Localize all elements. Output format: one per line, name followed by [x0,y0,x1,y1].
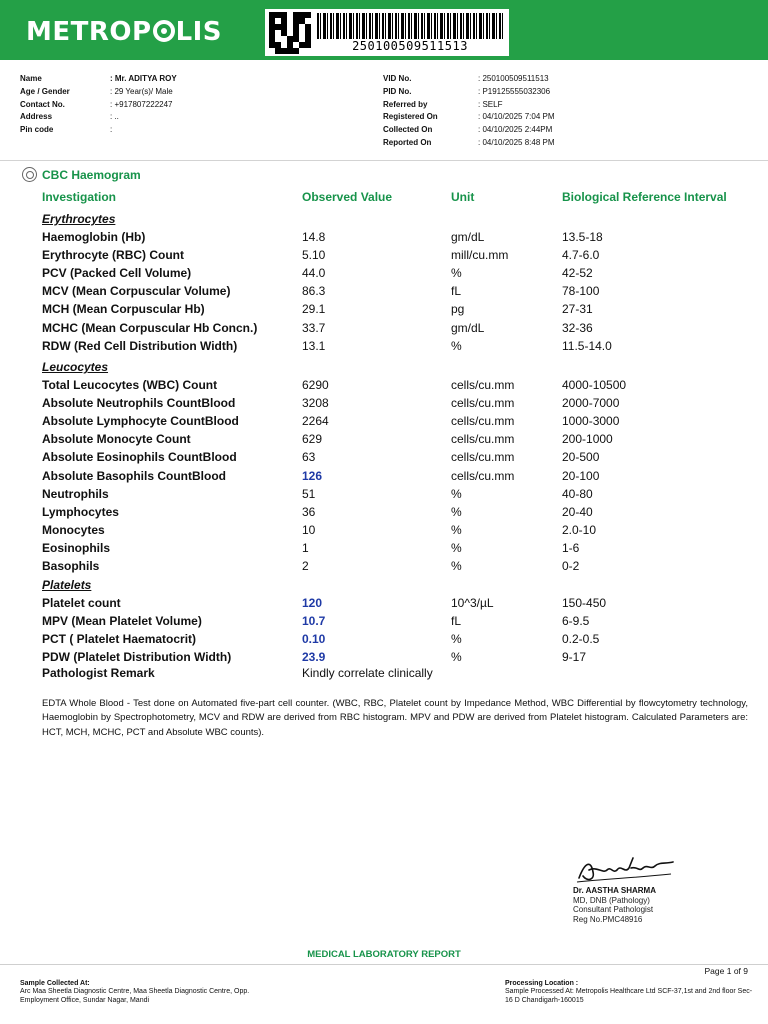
test-name: RDW (Red Cell Distribution Width) [42,338,238,353]
reference-interval: 1-6 [562,540,580,555]
doctor-qualification: MD, DNB (Pathology) [573,895,650,905]
table-row [0,485,768,503]
logo-text-right: LIS [175,17,223,47]
observed-value: 13.1 [302,338,326,353]
info-label: Registered On [383,112,438,122]
divider [0,160,768,161]
table-row [0,228,768,246]
group-heading: Leucocytes [42,360,109,374]
test-name: Eosinophils [42,540,111,555]
group-heading: Platelets [42,578,92,592]
unit: % [451,632,462,647]
info-label: Address [20,112,53,122]
unit: % [451,504,462,519]
observed-value: 36 [302,504,316,519]
section-header [22,167,141,182]
test-name: MCHC (Mean Corpuscular Hb Concn.) [42,320,258,335]
info-row [383,124,555,137]
doctor-reg: Reg No.PMC48916 [573,914,643,924]
group-heading: Erythrocytes [42,212,116,226]
table-row [0,594,768,612]
barcode-icon [317,13,503,39]
info-value: : SELF [478,99,503,109]
unit: cells/cu.mm [451,450,515,465]
col-header-observed-value: Observed Value [302,190,393,204]
page-number: Page 1 of 9 [704,966,748,976]
observed-value: 0.10 [302,632,326,647]
table-row [0,630,768,648]
unit: fL [451,614,462,629]
emblem-icon [22,167,37,182]
header-bar [0,0,768,60]
reference-interval: 20-100 [562,468,600,483]
unit: % [451,522,462,537]
observed-value: 86.3 [302,284,326,299]
info-row [20,124,177,137]
reference-interval: 20-500 [562,450,600,465]
info-label: Reported On [383,137,432,147]
table-row [0,557,768,575]
reference-interval: 1000-3000 [562,414,620,429]
test-name: Erythrocyte (RBC) Count [42,248,185,263]
processing-label: Processing Location : [505,980,579,987]
reference-interval: 9-17 [562,650,587,665]
reference-interval: 40-80 [562,486,593,501]
test-name: Lymphocytes [42,504,119,519]
collected-text: Arc Maa Sheetla Diagnostic Centre, Maa Sheetla Diagnostic Centre, Opp. Employment Office, Sundar Nagar, Mandi [20,988,250,1004]
reference-interval: 0.2-0.5 [562,632,600,647]
test-name: Total Leucocytes (WBC) Count [42,378,218,392]
reference-interval: 27-31 [562,302,593,317]
info-row [383,99,555,112]
test-name: Haemoglobin (Hb) [42,230,146,244]
unit: gm/dL [451,320,485,335]
table-row [0,246,768,264]
unit: cells/cu.mm [451,378,515,392]
info-value: : .. [110,112,119,122]
test-name: MCH (Mean Corpuscular Hb) [42,302,205,317]
info-row [383,111,555,124]
collected-label: Sample Collected At: [20,980,90,987]
observed-value: 1 [302,540,309,555]
observed-value: 2 [302,559,309,573]
info-label: Name [20,74,42,83]
observed-value: 10 [302,522,316,537]
info-label: VID No. [383,74,412,83]
test-name: MPV (Mean Platelet Volume) [42,614,202,629]
report-title: CBC Haemogram [42,167,141,182]
info-row [20,73,177,86]
info-value: : 04/10/2025 2:44PM [478,125,553,135]
observed-value: 63 [302,450,316,465]
unit: cells/cu.mm [451,396,515,411]
table-row [0,319,768,337]
test-name: PCV (Packed Cell Volume) [42,266,192,281]
info-row [383,137,555,150]
unit: 10^3/µL [451,596,494,610]
unit: % [451,559,462,573]
col-header-investigation: Investigation [42,190,117,204]
unit: % [451,650,462,665]
reference-interval: 2.0-10 [562,522,597,537]
barcode-panel [265,9,509,56]
sample-collected-block [20,980,260,1005]
info-label: Referred by [383,99,428,109]
table-row [0,448,768,466]
pathologist-remark [42,666,742,680]
reference-interval: 6-9.5 [562,614,590,629]
table-row [0,300,768,318]
info-row [383,86,555,99]
table-row [0,282,768,300]
metropolis-logo [26,17,222,47]
observed-value: 120 [302,596,323,610]
signature-icon [573,852,683,886]
unit: cells/cu.mm [451,432,515,447]
test-name: Absolute Neutrophils CountBlood [42,396,236,411]
observed-value: 629 [302,432,323,447]
test-name: Absolute Eosinophils CountBlood [42,450,237,465]
info-label: Pin code [20,125,54,135]
unit: mill/cu.mm [451,248,509,263]
test-name: MCV (Mean Corpuscular Volume) [42,284,231,299]
test-name: Basophils [42,559,100,573]
info-label: Age / Gender [20,86,70,96]
reference-interval: 20-40 [562,504,593,519]
info-value: : [110,125,113,135]
table-row [0,612,768,630]
footer-divider [0,964,768,965]
method-note: EDTA Whole Blood - Test done on Automated five-part cell counter. (WBC, RBC, Platelet count by Impedance Method, WBC Differential by flowcytometry technology, Haemoglobin by Spectrophotometry, MCV and RDW are derived from RBC histogram. MPV and PDW are derived from Platelet histogram. Calculated Parameters are: HCT, MCH, MCHC, PCT and Absolute WBC counts). [42,698,748,738]
reference-interval: 4.7-6.0 [562,248,600,263]
unit: gm/dL [451,230,485,244]
table-row [0,394,768,412]
table-row [0,376,768,394]
test-name: Neutrophils [42,486,109,501]
table-row [0,648,768,666]
test-name: PDW (Platelet Distribution Width) [42,650,232,665]
info-row [20,99,177,112]
reference-interval: 11.5-14.0 [562,338,612,353]
col-header-reference: Biological Reference Interval [562,190,727,204]
info-value: : Mr. ADITYA ROY [110,74,177,83]
remark-label: Pathologist Remark [42,666,155,680]
observed-value: 29.1 [302,302,326,317]
unit: cells/cu.mm [451,468,515,483]
table-row [0,503,768,521]
patient-info-right [383,73,555,150]
observed-value: 6290 [302,378,329,392]
reference-interval: 32-36 [562,320,593,335]
info-value: : 04/10/2025 7:04 PM [478,112,555,122]
unit: % [451,540,462,555]
info-label: Collected On [383,125,433,135]
observed-value: 10.7 [302,614,326,629]
table-row [0,412,768,430]
doctor-title: Consultant Pathologist [573,905,654,914]
reference-interval: 42-52 [562,266,593,281]
unit: % [451,266,462,281]
info-value: : 04/10/2025 8:48 PM [478,137,555,147]
table-row [0,264,768,282]
observed-value: 2264 [302,414,329,429]
test-name: Platelet count [42,596,121,610]
observed-value: 23.9 [302,650,326,665]
processing-block [505,980,755,1005]
table-row [0,521,768,539]
observed-value: 44.0 [302,266,326,281]
table-row [0,467,768,485]
test-name: PCT ( Platelet Haematocrit) [42,632,197,647]
reference-interval: 78-100 [562,284,600,299]
test-name: Absolute Lymphocyte CountBlood [42,414,239,429]
info-value: : +917807222247 [110,99,173,109]
footer-title: MEDICAL LABORATORY REPORT [307,949,461,960]
observed-value: 126 [302,468,323,483]
qr-code-icon [269,12,311,54]
reference-interval: 0-2 [562,559,580,573]
unit: % [451,486,462,501]
col-header-unit: Unit [451,190,475,204]
reference-interval: 4000-10500 [562,378,627,392]
info-value: : 29 Year(s)/ Male [110,86,173,96]
info-label: PID No. [383,86,412,96]
table-row [0,337,768,355]
doctor-block [573,886,656,924]
observed-value: 33.7 [302,320,326,335]
reference-interval: 2000-7000 [562,396,620,411]
unit: pg [451,302,465,317]
doctor-name: Dr. AASTHA SHARMA [573,886,656,895]
info-value: : P19125555032306 [478,86,551,96]
logo-o-icon [153,20,175,42]
table-row [0,430,768,448]
info-row [383,73,555,86]
info-value: : 250100509511513 [478,74,549,83]
reference-interval: 200-1000 [562,432,613,447]
info-row [20,86,177,99]
info-label: Contact No. [20,99,65,109]
observed-value: 3208 [302,396,329,411]
reference-interval: 13.5-18 [562,230,603,244]
unit: fL [451,284,462,299]
table-row [0,539,768,557]
processing-text: Sample Processed At: Metropolis Healthcare Ltd SCF-37,1st and 2nd floor Sec-16 D Chandigarh-160015 [505,988,753,1004]
test-name: Monocytes [42,522,105,537]
patient-info-left [20,73,177,137]
barcode-number: 250100509511513 [352,39,468,53]
test-name: Absolute Basophils CountBlood [42,468,226,483]
test-name: Absolute Monocyte Count [42,432,191,447]
logo-text-left: METROP [26,17,152,47]
observed-value: 5.10 [302,248,326,263]
observed-value: 51 [302,486,316,501]
reference-interval: 150-450 [562,596,607,610]
remark-value: Kindly correlate clinically [302,666,433,680]
observed-value: 14.8 [302,230,326,244]
unit: cells/cu.mm [451,414,515,429]
unit: % [451,338,462,353]
info-row [20,111,177,124]
